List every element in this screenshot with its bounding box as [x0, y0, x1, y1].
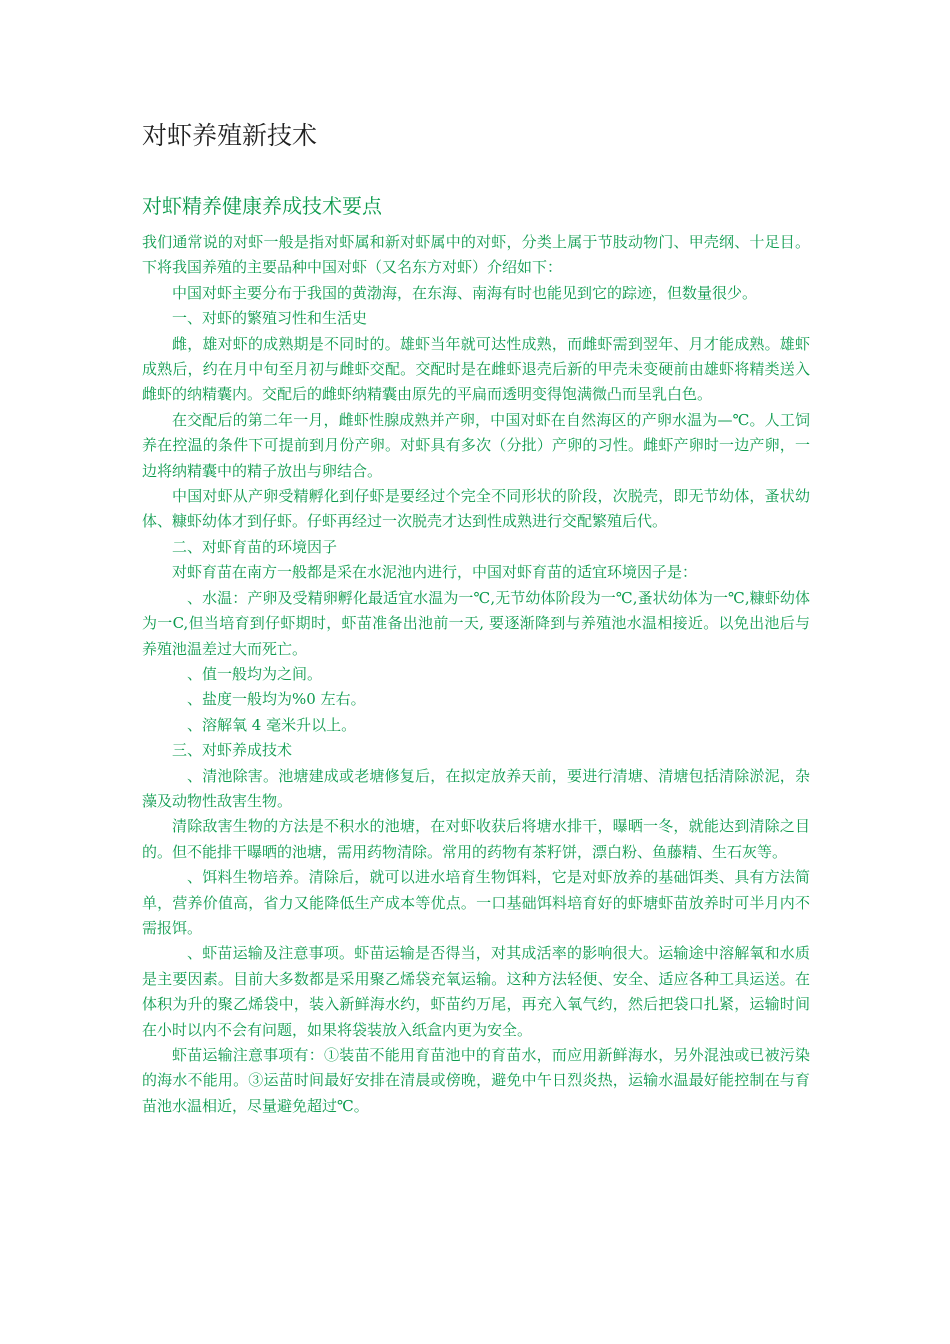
paragraph: 中国对虾从产卵受精孵化到仔虾是要经过个完全不同形状的阶段，次脱壳，即无节幼体，蚤状幼体、糠虾幼体才到仔虾。仔虾再经过一次脱壳才达到性成熟进行交配繁殖后代。: [142, 487, 810, 531]
paragraph: 、值一般均为之间。: [187, 664, 323, 683]
section-subtitle: 对虾精养健康养成技术要点: [142, 194, 382, 218]
paragraph: 对虾育苗在南方一般都是采在水泥池内进行，中国对虾育苗的适宜环境因子是：: [172, 563, 698, 582]
section-heading: 三、对虾养成技术: [172, 741, 293, 760]
paragraph: 、盐度一般均为%0 左右。: [187, 690, 366, 709]
section-heading: 一、对虾的繁殖习性和生活史: [172, 309, 368, 328]
paragraph: 、溶解氧 4 毫米升以上。: [187, 715, 357, 734]
document-title: 对虾养殖新技术: [142, 121, 318, 150]
paragraph: 中国对虾主要分布于我国的黄渤海，在东海、南海有时也能见到它的踪迹，但数量很少。: [172, 283, 758, 302]
paragraph: 虾苗运输注意事项有：①装苗不能用育苗池中的育苗水，而应用新鲜海水，另外混浊或已被污染的海水不能用。③运苗时间最好安排在清晨或傍晚，避免中午日烈炎热，运输水温最好能控制在与育苗池水温相近，尽量避免超过℃。: [142, 1046, 810, 1115]
paragraph: 、清池除害。池塘建成或老塘修复后，在拟定放养天前，要进行清塘、清塘包括清除淤泥，杂藻及动物性敌害生物。: [142, 766, 810, 810]
paragraph: 、水温：产卵及受精卵孵化最适宜水温为一℃,无节幼体阶段为一℃,蚤状幼体为一℃,糠虾幼体为一C,但当培育到仔虾期时，虾苗准备出池前一天, 要逐渐降到与养殖池水温相接近。以免出池后与养殖池温差过大而死亡。: [142, 588, 810, 658]
document-body: [142, 230, 810, 1119]
paragraph: 清除敌害生物的方法是不积水的池塘，在对虾收获后将塘水排干，曝晒一冬，就能达到清除之目的。但不能排干曝晒的池塘，需用药物清除。常用的药物有茶籽饼，漂白粉、鱼藤精、生石灰等。: [142, 817, 810, 861]
paragraph: 在交配后的第二年一月，雌虾性腺成熟并产卵，中国对虾在自然海区的产卵水温为—℃。人工饲养在控温的条件下可提前到月份产卵。对虾具有多次（分批）产卵的习性。雌虾产卵时一边产卵，一边将纳精囊中的精子放出与卵结合。: [142, 410, 810, 480]
paragraph: 、饵料生物培养。清除后，就可以进水培育生物饵料，它是对虾放养的基础饵类、具有方法简单，营养价值高，省力又能降低生产成本等优点。一口基础饵料培育好的虾塘虾苗放养时可半月内不需报饵。: [142, 868, 810, 937]
paragraph: 雌，雄对虾的成熟期是不同时的。雄虾当年就可达性成熟，而雌虾需到翌年、月才能成熟。雄虾成熟后，约在月中旬至月初与雌虾交配。交配时是在雌虾退壳后新的甲壳未变硬前由雄虾将精类送入雌虾的纳精囊内。交配后的雌虾纳精囊由原先的平扁而透明变得饱满微凸而呈乳白色。: [142, 334, 810, 404]
paragraph: 、虾苗运输及注意事项。虾苗运输是否得当，对其成活率的影响很大。运输途中溶解氧和水质是主要因素。目前大多数都是采用聚乙烯袋充氧运输。这种方法轻便、安全、适应各种工具运送。在体积为升的聚乙烯袋中，装入新鲜海水约，虾苗约万尾，再充入氧气约，然后把袋口扎紧，运输时间在小时以内不会有问题，如果将袋装放入纸盒内更为安全。: [142, 944, 810, 1039]
section-heading: 二、对虾育苗的环境因子: [172, 537, 338, 556]
paragraph: 我们通常说的对虾一般是指对虾属和新对虾属中的对虾，分类上属于节肢动物门、甲壳纲、十足目。下将我国养殖的主要品种中国对虾（又名东方对虾）介绍如下：: [142, 233, 810, 277]
